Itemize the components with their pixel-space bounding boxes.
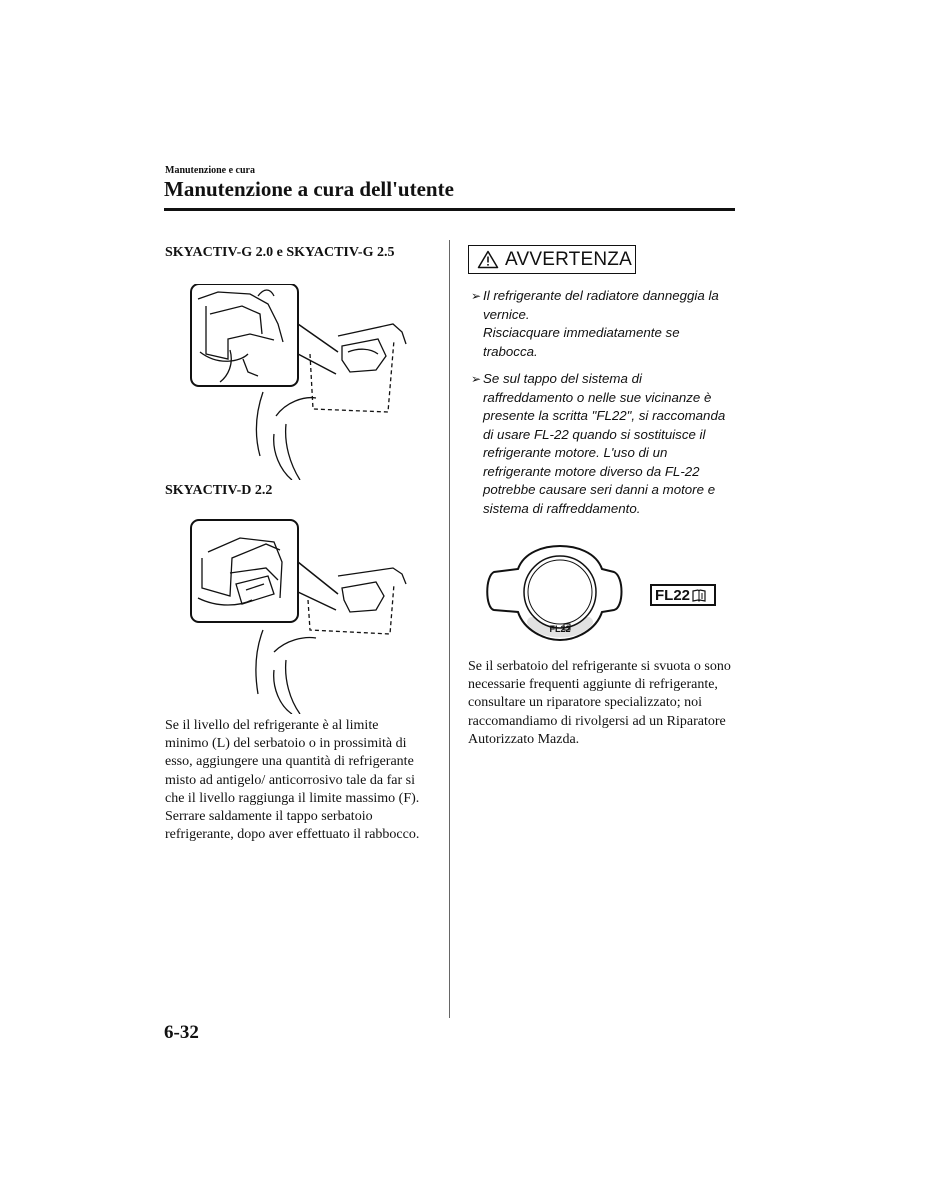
- page-title: Manutenzione a cura dell'utente: [164, 177, 454, 201]
- warning-list: [471, 287, 735, 527]
- engine-bay-illustration-diesel: [188, 518, 418, 714]
- section-label: Manutenzione e cura: [165, 165, 255, 176]
- bullet-arrow-icon: ➢: [471, 289, 482, 303]
- figure1-heading: SKYACTIV-G 2.0 e SKYACTIV-G 2.5: [165, 245, 395, 260]
- fl22-badge-text: FL22: [655, 586, 691, 604]
- warning-triangle-icon: [477, 250, 499, 269]
- manual-book-icon: [692, 589, 706, 602]
- cap-ring-text: FL22: [549, 624, 571, 634]
- page-number: 6-32: [164, 1022, 199, 1043]
- title-rule: [164, 208, 735, 211]
- warning-item: [471, 370, 735, 518]
- warning-label: AVVERTENZA: [505, 248, 632, 270]
- reservoir-paragraph: Se il serbatoio del refrigerante si svuota o sono necessarie frequenti aggiunte di refrigerante, consultare un riparatore specializzato; noi raccomandiamo di rivolgersi ad un Riparatore Autorizzato Mazda.: [468, 659, 731, 747]
- warning-header: [468, 245, 636, 274]
- bullet-arrow-icon: ➢: [471, 372, 482, 386]
- fl22-badge: [650, 584, 716, 606]
- column-divider: [449, 240, 450, 1018]
- figure2-heading: SKYACTIV-D 2.2: [165, 483, 273, 498]
- warning-text: Il refrigerante del radiatore danneggia la vernice.: [483, 288, 719, 322]
- warning-item: [471, 287, 735, 361]
- warning-text: Se sul tappo del sistema di raffreddamento o nelle sue vicinanze è presente la scritta "FL22", si raccomanda di usare FL-22 quando si sostituisce il refrigerante motore. L'uso di un refrigerante motore diverso da FL-22 potrebbe causare seri danni a motore e sistema di raffreddamento.: [483, 371, 726, 516]
- warning-subtext: Risciacquare immediatamente se trabocca.: [483, 325, 680, 359]
- engine-bay-illustration-gasoline: [188, 284, 418, 480]
- coolant-level-paragraph: Se il livello del refrigerante è al limite minimo (L) del serbatoio o in prossimità di esso, aggiungere una quantità di refrigerante misto ad antigelo/ anticorrosivo tale da far si che il livello raggiunga il limite massimo (F). Serrare saldamente il tappo serbatoio refrigerante, dopo aver effettuato il rabbocco.: [165, 718, 420, 843]
